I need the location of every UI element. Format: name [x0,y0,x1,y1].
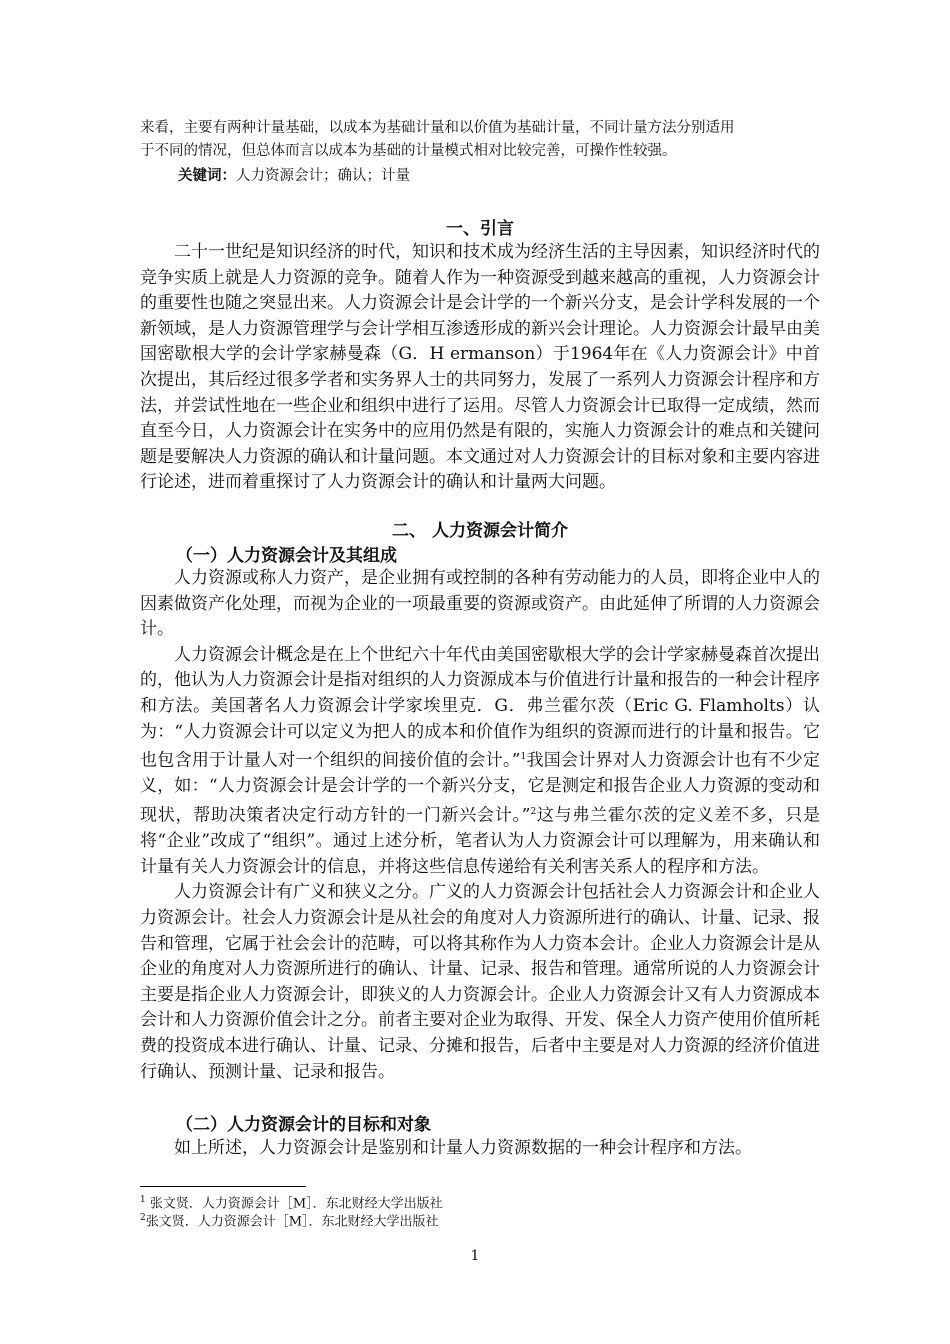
intro-body [140,240,820,496]
paragraph: 人力资源或称人力资产，是企业拥有或控制的各种有劳动能力的人员，即将企业中人的因素做资产化处理，而视为企业的一项最重要的资源或资产。由此延伸了所谓的人力资源会计。 [140,568,820,640]
paragraph-part: 这与弗兰霍尔茨的定义差不多，只是将“企业”改成了“组织”。通过上述分析，笔者认为人力资源会计可以理解为，用来确认和计量有关人力资源会计的信息，并将这些信息传递给有关利害关系人的程序和方法。 [140,805,820,877]
page-number: 1 [470,1248,480,1264]
footnote-ref[interactable]: 1 [520,752,527,763]
paragraph: 人力资源会计有广义和狭义之分。广义的人力资源会计包括社会人力资源会计和企业人力资源会计。社会人力资源会计是从社会的角度对人力资源所进行的确认、计量、记录、报告和管理，它属于社会会计的范畴，可以将其称作为人力资本会计。企业人力资源会计是从企业的角度对人力资源所进行的确认、计量、记录、报告和管理。通常所说的人力资源会计主要是指企业人力资源会计，即狭义的人力资源会计。企业人力资源会计又有人力资源成本会计和人力资源价值会计之分。前者主要对企业为取得、开发、保全人力资产使用价值所耗费的投资成本进行确认、计量、记录、分摊和报告，后者中主要是对人力资源的经济价值进行确认、预测计量、记录和报告。 [140,882,820,1082]
footnote-2 [140,1210,439,1230]
keywords-text: 人力资源会计；确认；计量 [236,168,410,184]
paragraph-with-footnotes [140,643,820,881]
subsection-heading-composition: （一）人力资源会计及其组成 [176,546,397,566]
abstract-line: 于不同的情况，但总体而言以成本为基础的计量模式相对比较完善，可操作性较强。 [140,143,677,159]
subsection-heading-goals: （二）人力资源会计的目标和对象 [176,1115,431,1135]
section-heading-overview: 二、 人力资源会计简介 [392,521,568,541]
overview-body [140,566,820,1085]
keywords-label: 关键词： [178,168,236,184]
keywords-line [178,165,858,188]
footnote-divider [140,1186,306,1187]
abstract-tail [140,117,820,163]
footnote-mark: 2 [140,1213,146,1223]
goals-body [140,1136,820,1162]
paragraph: 二十一世纪是知识经济的时代，知识和技术成为经济生活的主导因素，知识经济时代的竞争实质上就是人力资源的竞争。随着人作为一种资源受到越来越高的重视，人力资源会计的重要性也随之突显出来。人力资源会计是会计学的一个新兴分支，是会计学科发展的一个新领域，是人力资源管理学与会计学相互渗透形成的新兴会计理论。人力资源会计最早由美国密歇根大学的会计学家赫曼森（G．H ermanson）于1964年在《人力资源会计》中首次提出，其后经过很多学者和实务界人士的共同努力，发展了一系列人力资源会计程序和方法，并尝试性地在一些企业和组织中进行了运用。尽管人力资源会计已取得一定成绩，然而直至今日，人力资源会计在实务中的应用仍然是有限的，实施人力资源会计的难点和关键问题是要解决人力资源的确认和计量问题。本文通过对人力资源会计的目标对象和主要内容进行论述，进而着重探讨了人力资源会计的确认和计量两大问题。 [140,242,820,493]
footnote-mark: 1 [140,1195,146,1205]
footnote-ref[interactable]: 2 [530,807,537,817]
footnote-text: 张文贤．人力资源会计［M］．东北财经大学出版社 [149,1196,443,1212]
paragraph: 如上所述，人力资源会计是鉴别和计量人力资源数据的一种会计程序和方法。 [174,1138,752,1158]
paragraph-part: 我国会计界对人力资源会计也有不少定义，如：“人力资源会计是会计学的一个新兴分支，它是测定和报告企业人力资源的变动和现状，帮助决策者决定行动方针的一门新兴会计。” [140,750,820,826]
paragraph-part: 人力资源会计概念是在上个世纪六十年代由美国密歇根大学的会计学家赫曼森首次提出的，他认为人力资源会计是指对组织的人力资源成本与价值进行计量和报告的一种会计程序和方法。美国著名人力资源会计学家埃里克．G．弗兰霍尔茨（Eric G. Flamholts）认为：“人力资源会计可以定义为把人的成本和价值作为组织的资源而进行的计量和报告。它也包含用于计量人对一个组织的间接价值的会计。” [140,644,820,771]
abstract-line: 来看，主要有两种计量基础，以成本为基础计量和以价值为基础计量，不同计量方法分别适用 [140,120,735,136]
section-heading-intro: 一、引言 [446,219,514,239]
footnote-text: 张文贤．人力资源会计［M］．东北财经大学出版社 [145,1214,439,1230]
